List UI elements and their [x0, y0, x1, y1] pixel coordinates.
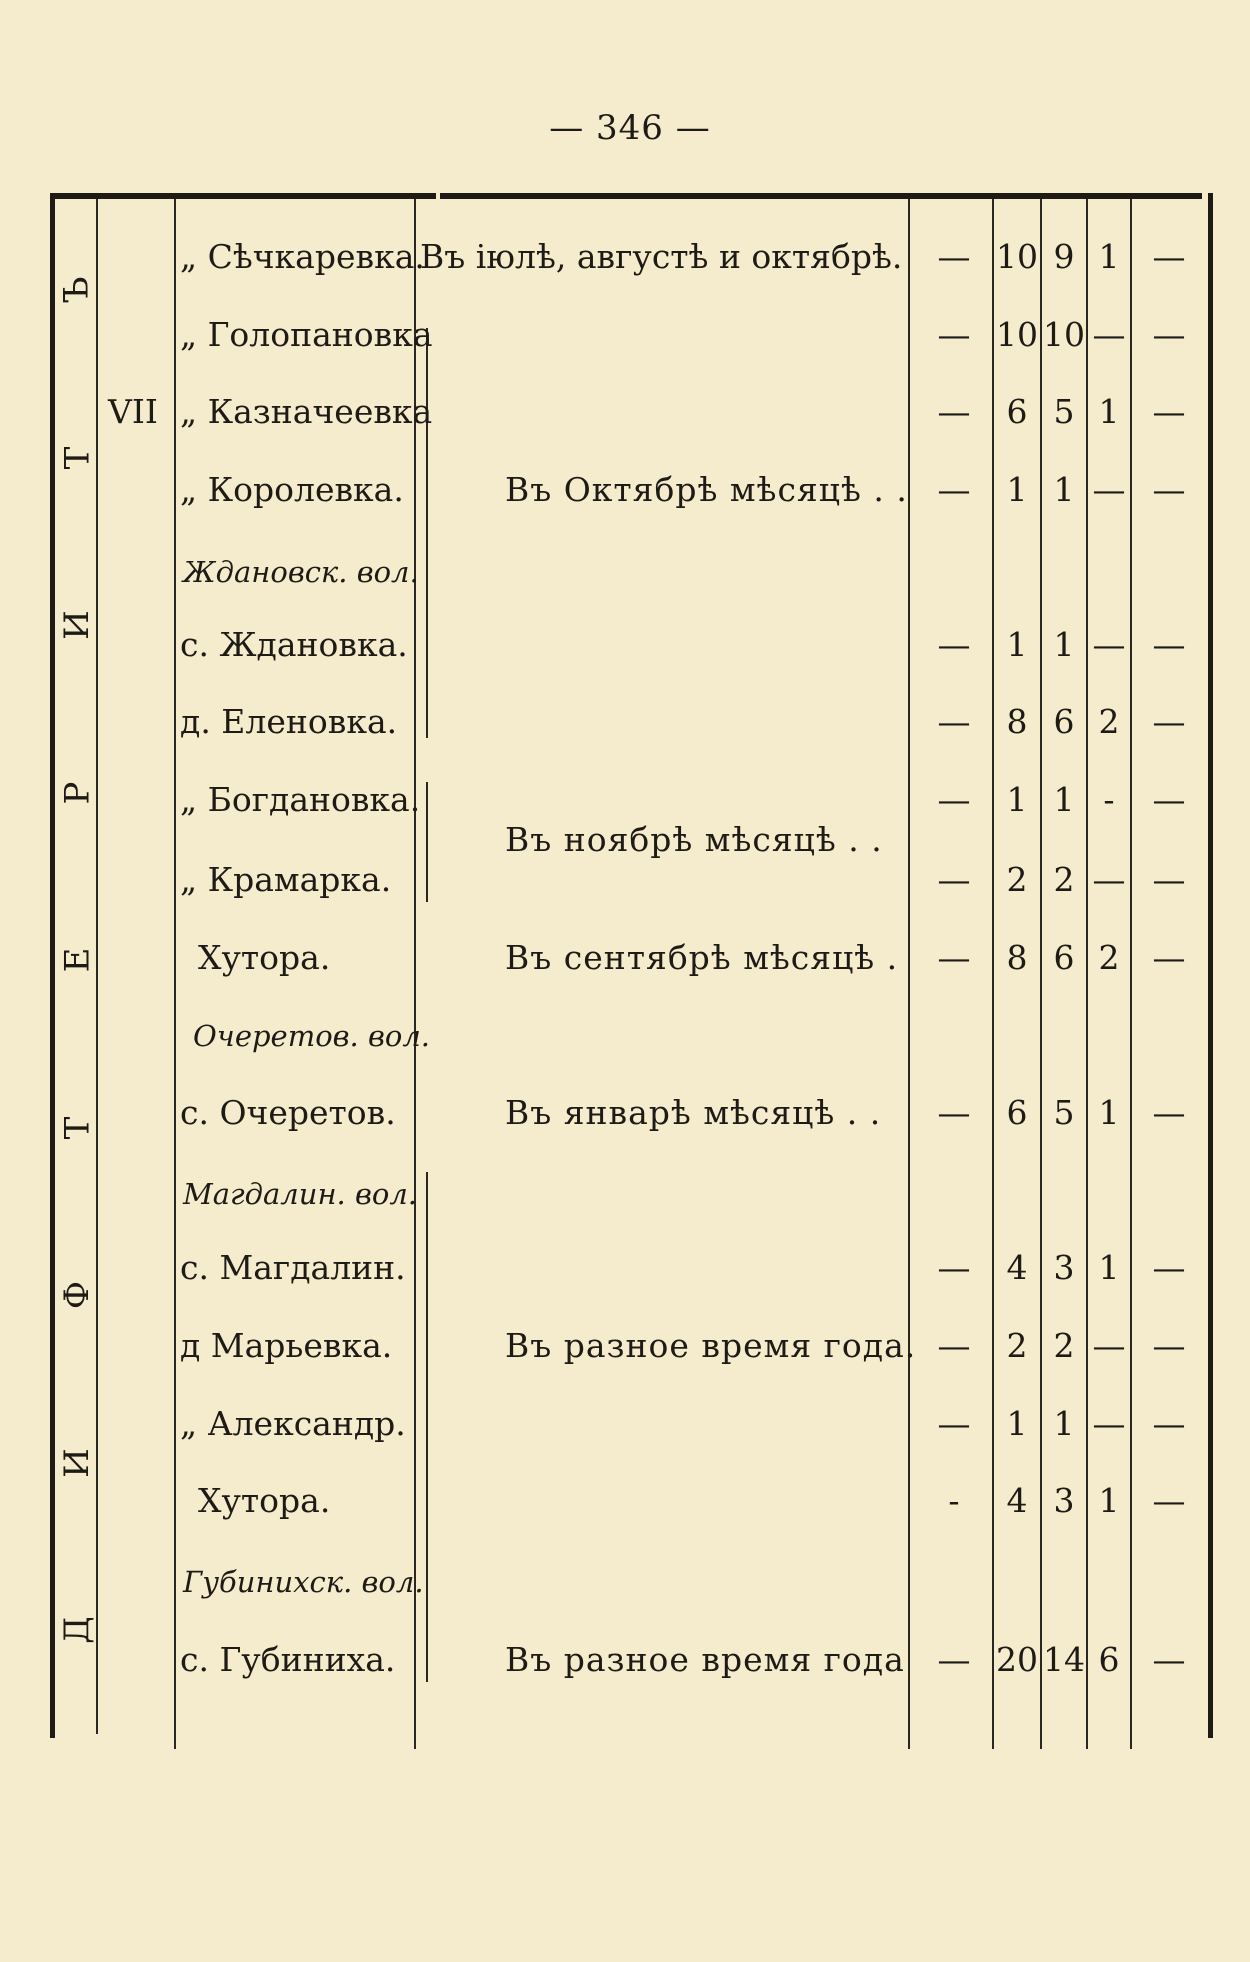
count-3: 1: [1053, 1404, 1075, 1443]
period-text: Въ январѣ мѣсяцѣ . .: [505, 1093, 882, 1132]
count-1: —: [937, 702, 971, 741]
count-1: —: [937, 470, 971, 509]
place-name: „ Голопановка: [180, 315, 433, 354]
disease-letter: Р: [56, 781, 97, 804]
count-5: —: [1152, 938, 1186, 977]
count-5: —: [1152, 1326, 1186, 1365]
count-5: —: [1152, 1481, 1186, 1520]
place-name: с. Магдалин.: [180, 1248, 406, 1287]
count-1: —: [937, 315, 971, 354]
place-name: „ Сѣчкаревка.: [180, 237, 425, 276]
count-2: 1: [1006, 470, 1028, 509]
count-5: —: [1152, 392, 1186, 431]
period-text: Въ ноябрѣ мѣсяцѣ . .: [505, 820, 883, 859]
count-5: —: [1152, 315, 1186, 354]
count-3: 3: [1053, 1248, 1075, 1287]
period-text: Въ разное время года.: [505, 1326, 917, 1365]
place-name: „ Богдановка.: [180, 780, 421, 819]
brace-oktober: [416, 328, 428, 738]
count-2: 6: [1006, 1093, 1028, 1132]
count-5: —: [1152, 780, 1186, 819]
disease-letter: Ъ: [56, 276, 97, 304]
count-2: 8: [1006, 938, 1028, 977]
count-3: 3: [1053, 1481, 1075, 1520]
count-3: 1: [1053, 625, 1075, 664]
count-2: 1: [1006, 625, 1028, 664]
disease-letter: Д: [57, 1616, 97, 1644]
column-line-2: [174, 199, 176, 1749]
place-name: Хутора.: [198, 1481, 331, 1520]
count-3: 6: [1053, 938, 1075, 977]
count-2: 8: [1006, 702, 1028, 741]
disease-letter: И: [57, 610, 97, 640]
disease-letter: Т: [57, 446, 97, 469]
count-3: 5: [1053, 1093, 1075, 1132]
place-name: „ Казначеевка: [180, 392, 433, 431]
count-3: 2: [1053, 1326, 1075, 1365]
count-3: 10: [1043, 315, 1085, 354]
count-5: —: [1152, 1640, 1186, 1679]
place-name: с. Губиниха.: [180, 1640, 396, 1679]
count-1: —: [937, 1248, 971, 1287]
count-3: 14: [1043, 1640, 1085, 1679]
count-5: —: [1152, 702, 1186, 741]
place-name: „ Королевка.: [180, 470, 404, 509]
count-4: 2: [1098, 702, 1120, 741]
count-2: 6: [1006, 392, 1028, 431]
place-name: „ Крамарка.: [180, 860, 392, 899]
period-text: Въ сентябрѣ мѣсяцѣ .: [505, 938, 899, 977]
count-1: —: [937, 237, 971, 276]
count-3: 1: [1053, 780, 1075, 819]
count-3: 9: [1053, 237, 1075, 276]
count-1: —: [937, 938, 971, 977]
count-2: 1: [1006, 780, 1028, 819]
count-1: —: [937, 625, 971, 664]
count-1: —: [937, 1326, 971, 1365]
disease-letter: И: [57, 1447, 97, 1478]
count-5: —: [1152, 237, 1186, 276]
count-1: —: [937, 1404, 971, 1443]
place-name: д Марьевка.: [180, 1326, 393, 1365]
count-3: 6: [1053, 702, 1075, 741]
count-2: 10: [996, 237, 1038, 276]
place-name: с. Очеретов.: [180, 1093, 396, 1132]
count-5: —: [1152, 1248, 1186, 1287]
disease-letter: Е: [56, 947, 97, 973]
count-1: —: [937, 1093, 971, 1132]
count-5: —: [1152, 860, 1186, 899]
count-5: —: [1152, 1404, 1186, 1443]
place-name: с. Ждановка.: [180, 625, 408, 664]
count-3: 1: [1053, 470, 1075, 509]
period-text: Въ разное время года: [505, 1640, 905, 1679]
volost-heading: Магдалин. вол.: [183, 1177, 418, 1211]
column-line-8: [1130, 199, 1132, 1749]
count-4: 1: [1098, 1481, 1120, 1520]
top-rule-left: [52, 193, 436, 199]
right-border: [1208, 193, 1213, 1738]
period-text: Въ іюлѣ, августѣ и октябрѣ.: [420, 237, 903, 276]
place-name: д. Еленовка.: [180, 702, 398, 741]
count-4: —: [1092, 470, 1126, 509]
count-1: —: [937, 780, 971, 819]
count-2: 4: [1006, 1248, 1028, 1287]
disease-letter: Ф: [56, 1280, 97, 1310]
volost-heading: Губинихск. вол.: [183, 1565, 424, 1599]
count-3: 5: [1053, 392, 1075, 431]
period-text: Въ Октябрѣ мѣсяцѣ . .: [505, 470, 908, 509]
volost-heading: Очеретов. вол.: [193, 1019, 430, 1053]
count-4: 2: [1098, 938, 1120, 977]
brace-magdalin: [416, 1172, 428, 1682]
count-4: 1: [1098, 237, 1120, 276]
count-4: 1: [1098, 1248, 1120, 1287]
count-4: —: [1092, 1404, 1126, 1443]
column-line-4: [908, 199, 910, 1749]
count-4: —: [1092, 860, 1126, 899]
count-4: —: [1092, 1326, 1126, 1365]
count-5: —: [1152, 625, 1186, 664]
volost-heading: Ждановск. вол.: [183, 555, 419, 589]
disease-label: [52, 270, 102, 1650]
count-2: 1: [1006, 1404, 1028, 1443]
count-5: —: [1152, 1093, 1186, 1132]
district-number: VII: [108, 392, 158, 431]
place-name: Хутора.: [198, 938, 331, 977]
count-5: —: [1152, 470, 1186, 509]
count-2: 20: [996, 1640, 1038, 1679]
count-1: -: [948, 1481, 960, 1520]
count-4: —: [1092, 315, 1126, 354]
disease-letter: Т: [57, 1116, 97, 1139]
place-name: „ Александр.: [180, 1404, 406, 1443]
count-2: 10: [996, 315, 1038, 354]
count-3: 2: [1053, 860, 1075, 899]
page-number: — 346 —: [549, 108, 711, 148]
count-1: —: [937, 1640, 971, 1679]
count-4: 1: [1098, 392, 1120, 431]
count-1: —: [937, 860, 971, 899]
count-4: -: [1103, 780, 1115, 819]
count-4: 1: [1098, 1093, 1120, 1132]
count-4: 6: [1098, 1640, 1120, 1679]
count-1: —: [937, 392, 971, 431]
count-2: 2: [1006, 1326, 1028, 1365]
count-4: —: [1092, 625, 1126, 664]
count-2: 2: [1006, 860, 1028, 899]
count-2: 4: [1006, 1481, 1028, 1520]
